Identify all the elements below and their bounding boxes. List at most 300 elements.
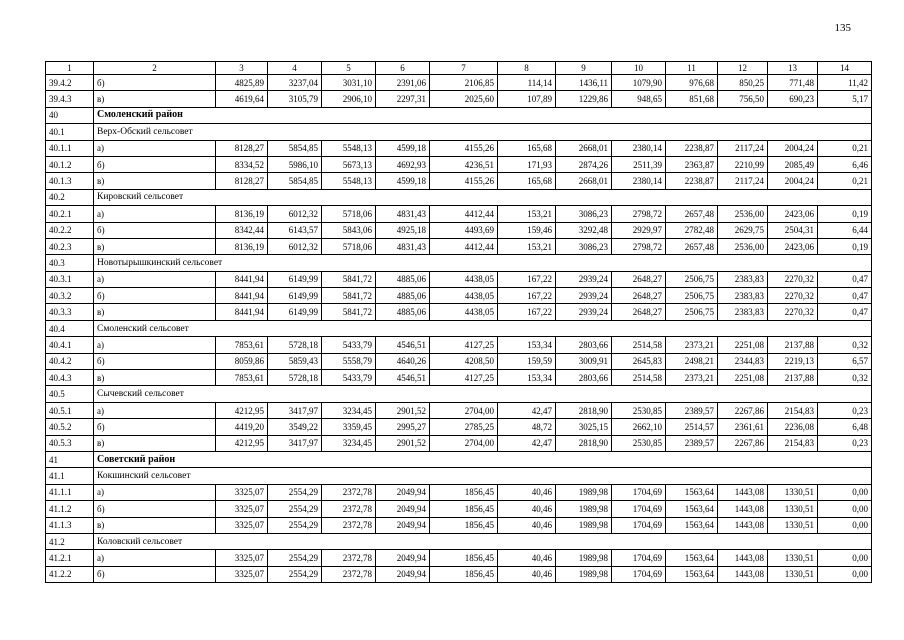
value-cell: 2049,94: [376, 566, 430, 582]
value-cell: 3031,10: [322, 75, 376, 91]
table-row: [46, 484, 872, 500]
value-cell: 171,93: [498, 156, 556, 172]
value-cell: 6,46: [818, 156, 872, 172]
value-cell: 2270,32: [768, 271, 818, 287]
value-cell: 1704,69: [612, 566, 666, 582]
value-cell: 0,21: [818, 140, 872, 156]
section-row: [46, 124, 872, 140]
table-row: [46, 222, 872, 238]
row-label: б): [94, 156, 216, 172]
value-cell: 3086,23: [556, 238, 612, 254]
row-index: 40: [46, 107, 94, 123]
row-label: а): [94, 402, 216, 418]
value-cell: 2383,83: [718, 271, 768, 287]
value-cell: 2270,32: [768, 304, 818, 320]
row-index: 40.5: [46, 386, 94, 402]
value-cell: 2803,66: [556, 337, 612, 353]
value-cell: 4127,25: [430, 337, 498, 353]
value-cell: 1563,64: [666, 566, 718, 582]
value-cell: 4412,44: [430, 206, 498, 222]
row-index: 41.2.1: [46, 550, 94, 566]
table-row: [46, 370, 872, 386]
value-cell: 2137,88: [768, 337, 818, 353]
table-row: [46, 435, 872, 451]
value-cell: 42,47: [498, 435, 556, 451]
table-row: [46, 566, 872, 582]
value-cell: 2530,85: [612, 435, 666, 451]
value-cell: 1330,51: [768, 566, 818, 582]
value-cell: 11,42: [818, 75, 872, 91]
value-cell: 5843,06: [322, 222, 376, 238]
value-cell: 1330,51: [768, 484, 818, 500]
value-cell: 153,34: [498, 337, 556, 353]
value-cell: 2782,48: [666, 222, 718, 238]
table-row: [46, 304, 872, 320]
value-cell: 4438,05: [430, 288, 498, 304]
row-index: 40.3.3: [46, 304, 94, 320]
value-cell: 1330,51: [768, 501, 818, 517]
value-cell: 2219,13: [768, 353, 818, 369]
value-cell: 3234,45: [322, 402, 376, 418]
value-cell: 3549,22: [268, 419, 322, 435]
value-cell: 4155,26: [430, 140, 498, 156]
table-row: [46, 353, 872, 369]
value-cell: 5841,72: [322, 271, 376, 287]
table-row: [46, 156, 872, 172]
column-header: 12: [718, 62, 768, 75]
value-cell: 4885,06: [376, 271, 430, 287]
value-cell: 2798,72: [612, 238, 666, 254]
row-index: 40.2.1: [46, 206, 94, 222]
section-row: [46, 320, 872, 336]
column-header: 10: [612, 62, 666, 75]
table-body: [46, 62, 872, 583]
value-cell: 4546,51: [376, 337, 430, 353]
value-cell: 167,22: [498, 271, 556, 287]
row-label: б): [94, 222, 216, 238]
value-cell: 1443,08: [718, 550, 768, 566]
row-index: 40.1.2: [46, 156, 94, 172]
value-cell: 159,46: [498, 222, 556, 238]
row-label: в): [94, 173, 216, 189]
value-cell: 0,47: [818, 304, 872, 320]
value-cell: 159,59: [498, 353, 556, 369]
section-row: [46, 386, 872, 402]
value-cell: 2383,83: [718, 288, 768, 304]
region-row: [46, 107, 872, 123]
value-cell: 1330,51: [768, 550, 818, 566]
value-cell: 2154,83: [768, 435, 818, 451]
value-cell: 8136,19: [216, 206, 268, 222]
table-row: [46, 402, 872, 418]
value-cell: 5718,06: [322, 238, 376, 254]
value-cell: 4236,51: [430, 156, 498, 172]
value-cell: 2514,57: [666, 419, 718, 435]
column-header: 14: [818, 62, 872, 75]
value-cell: 2704,00: [430, 435, 498, 451]
value-cell: 3325,07: [216, 517, 268, 533]
value-cell: 5986,10: [268, 156, 322, 172]
value-cell: 2251,08: [718, 370, 768, 386]
value-cell: 6012,32: [268, 206, 322, 222]
value-cell: 2901,52: [376, 435, 430, 451]
value-cell: 2995,27: [376, 419, 430, 435]
table-row: [46, 206, 872, 222]
section-row: [46, 468, 872, 484]
value-cell: 2372,78: [322, 517, 376, 533]
value-cell: 4692,93: [376, 156, 430, 172]
value-cell: 1704,69: [612, 517, 666, 533]
row-index: 41.2.2: [46, 566, 94, 582]
region-row: [46, 451, 872, 467]
value-cell: 1563,64: [666, 501, 718, 517]
value-cell: 4831,43: [376, 238, 430, 254]
value-cell: 3325,07: [216, 550, 268, 566]
value-cell: 1079,90: [612, 75, 666, 91]
value-cell: 8136,19: [216, 238, 268, 254]
value-cell: 40,46: [498, 484, 556, 500]
value-cell: 2906,10: [322, 91, 376, 107]
value-cell: 2785,25: [430, 419, 498, 435]
value-cell: 1989,98: [556, 501, 612, 517]
value-cell: 4599,18: [376, 173, 430, 189]
value-cell: 2506,75: [666, 271, 718, 287]
value-cell: 3086,23: [556, 206, 612, 222]
value-cell: 2536,00: [718, 238, 768, 254]
value-cell: 5433,79: [322, 337, 376, 353]
value-cell: 5718,06: [322, 206, 376, 222]
value-cell: 4412,44: [430, 238, 498, 254]
value-cell: 2049,94: [376, 501, 430, 517]
value-cell: 1989,98: [556, 550, 612, 566]
value-cell: 4493,69: [430, 222, 498, 238]
table-row: [46, 337, 872, 353]
column-header: 4: [268, 62, 322, 75]
value-cell: 2238,87: [666, 140, 718, 156]
value-cell: 851,68: [666, 91, 718, 107]
value-cell: 2554,29: [268, 501, 322, 517]
value-cell: 4546,51: [376, 370, 430, 386]
row-index: 40.1: [46, 124, 94, 140]
value-cell: 1443,08: [718, 566, 768, 582]
row-label: а): [94, 140, 216, 156]
table-row: [46, 140, 872, 156]
row-index: 39.4.2: [46, 75, 94, 91]
section-row: [46, 189, 872, 205]
value-cell: 3105,79: [268, 91, 322, 107]
value-cell: 2874,26: [556, 156, 612, 172]
value-cell: 2536,00: [718, 206, 768, 222]
value-cell: 2383,83: [718, 304, 768, 320]
value-cell: 0,00: [818, 566, 872, 582]
value-cell: 8128,27: [216, 140, 268, 156]
value-cell: 2154,83: [768, 402, 818, 418]
value-cell: 4208,50: [430, 353, 498, 369]
value-cell: 0,23: [818, 402, 872, 418]
row-label: б): [94, 288, 216, 304]
value-cell: 3417,97: [268, 435, 322, 451]
row-index: 40.4: [46, 320, 94, 336]
value-cell: 4619,64: [216, 91, 268, 107]
value-cell: 6149,99: [268, 288, 322, 304]
value-cell: 107,89: [498, 91, 556, 107]
table-row: [46, 75, 872, 91]
value-cell: 8441,94: [216, 271, 268, 287]
value-cell: 2648,27: [612, 304, 666, 320]
value-cell: 6012,32: [268, 238, 322, 254]
value-cell: 2554,29: [268, 517, 322, 533]
value-cell: 6,48: [818, 419, 872, 435]
value-cell: 153,21: [498, 206, 556, 222]
column-header: 13: [768, 62, 818, 75]
value-cell: 8441,94: [216, 304, 268, 320]
section-row: [46, 255, 872, 271]
value-cell: 5728,18: [268, 337, 322, 353]
value-cell: 756,50: [718, 91, 768, 107]
value-cell: 2554,29: [268, 566, 322, 582]
value-cell: 8334,52: [216, 156, 268, 172]
value-cell: 3025,15: [556, 419, 612, 435]
value-cell: 3292,48: [556, 222, 612, 238]
value-cell: 2344,83: [718, 353, 768, 369]
value-cell: 3234,45: [322, 435, 376, 451]
header-row: [46, 62, 872, 75]
value-cell: 0,19: [818, 206, 872, 222]
value-cell: 40,46: [498, 501, 556, 517]
value-cell: 2270,32: [768, 288, 818, 304]
value-cell: 1704,69: [612, 550, 666, 566]
value-cell: 690,23: [768, 91, 818, 107]
row-label: в): [94, 238, 216, 254]
value-cell: 2391,06: [376, 75, 430, 91]
value-cell: 5854,85: [268, 140, 322, 156]
value-cell: 2117,24: [718, 140, 768, 156]
value-cell: 2372,78: [322, 566, 376, 582]
value-cell: 1563,64: [666, 550, 718, 566]
row-index: 40.4.2: [46, 353, 94, 369]
value-cell: 2025,60: [430, 91, 498, 107]
value-cell: 2554,29: [268, 550, 322, 566]
value-cell: 153,34: [498, 370, 556, 386]
row-label: б): [94, 566, 216, 582]
value-cell: 165,68: [498, 140, 556, 156]
value-cell: 1989,98: [556, 484, 612, 500]
value-cell: 2004,24: [768, 140, 818, 156]
value-cell: 40,46: [498, 550, 556, 566]
value-cell: 2373,21: [666, 370, 718, 386]
row-index: 41.1.3: [46, 517, 94, 533]
value-cell: 3325,07: [216, 501, 268, 517]
value-cell: 4212,95: [216, 402, 268, 418]
value-cell: 2423,06: [768, 238, 818, 254]
value-cell: 2668,01: [556, 173, 612, 189]
value-cell: 2506,75: [666, 304, 718, 320]
value-cell: 2798,72: [612, 206, 666, 222]
value-cell: 2657,48: [666, 206, 718, 222]
value-cell: 8128,27: [216, 173, 268, 189]
row-index: 40.4.1: [46, 337, 94, 353]
value-cell: 1989,98: [556, 517, 612, 533]
value-cell: 1436,11: [556, 75, 612, 91]
value-cell: 5,17: [818, 91, 872, 107]
value-cell: 4155,26: [430, 173, 498, 189]
value-cell: 7853,61: [216, 370, 268, 386]
value-cell: 0,00: [818, 484, 872, 500]
value-cell: 1229,86: [556, 91, 612, 107]
value-cell: 4640,26: [376, 353, 430, 369]
value-cell: 2210,99: [718, 156, 768, 172]
value-cell: 0,47: [818, 271, 872, 287]
column-header: 1: [46, 62, 94, 75]
value-cell: 0,32: [818, 370, 872, 386]
row-index: 40.5.2: [46, 419, 94, 435]
value-cell: 4925,18: [376, 222, 430, 238]
row-index: 40.1.1: [46, 140, 94, 156]
value-cell: 1563,64: [666, 484, 718, 500]
value-cell: 8342,44: [216, 222, 268, 238]
row-index: 40.2.3: [46, 238, 94, 254]
table-row: [46, 288, 872, 304]
value-cell: 2004,24: [768, 173, 818, 189]
column-header: 8: [498, 62, 556, 75]
value-cell: 1856,45: [430, 501, 498, 517]
column-header: 9: [556, 62, 612, 75]
row-label: а): [94, 206, 216, 222]
value-cell: 2657,48: [666, 238, 718, 254]
value-cell: 2085,49: [768, 156, 818, 172]
value-cell: 771,48: [768, 75, 818, 91]
value-cell: 0,32: [818, 337, 872, 353]
section-title: Смоленский сельсовет: [94, 320, 872, 336]
data-table: [45, 61, 872, 583]
section-title: Коловский сельсовет: [94, 533, 872, 549]
value-cell: 3237,04: [268, 75, 322, 91]
value-cell: 2704,00: [430, 402, 498, 418]
value-cell: 2645,83: [612, 353, 666, 369]
row-label: б): [94, 353, 216, 369]
region-title: Советский район: [94, 451, 872, 467]
value-cell: 2236,08: [768, 419, 818, 435]
row-index: 40.3.2: [46, 288, 94, 304]
value-cell: 1563,64: [666, 517, 718, 533]
value-cell: 2818,90: [556, 435, 612, 451]
value-cell: 48,72: [498, 419, 556, 435]
table-row: [46, 91, 872, 107]
value-cell: 0,00: [818, 501, 872, 517]
column-header: 5: [322, 62, 376, 75]
value-cell: 1443,08: [718, 484, 768, 500]
value-cell: 2648,27: [612, 288, 666, 304]
value-cell: 153,21: [498, 238, 556, 254]
value-cell: 2504,31: [768, 222, 818, 238]
value-cell: 1856,45: [430, 566, 498, 582]
value-cell: 2361,61: [718, 419, 768, 435]
value-cell: 2668,01: [556, 140, 612, 156]
table-row: [46, 419, 872, 435]
value-cell: 3359,45: [322, 419, 376, 435]
row-index: 41.1.1: [46, 484, 94, 500]
row-index: 41.1: [46, 468, 94, 484]
column-header: 6: [376, 62, 430, 75]
value-cell: 2554,29: [268, 484, 322, 500]
value-cell: 2372,78: [322, 550, 376, 566]
value-cell: 8441,94: [216, 288, 268, 304]
value-cell: 2939,24: [556, 304, 612, 320]
page-number: 135: [834, 22, 851, 34]
row-label: б): [94, 501, 216, 517]
value-cell: 114,14: [498, 75, 556, 91]
value-cell: 3009,91: [556, 353, 612, 369]
column-header: 7: [430, 62, 498, 75]
row-index: 40.1.3: [46, 173, 94, 189]
value-cell: 4438,05: [430, 271, 498, 287]
section-title: Верх-Обский сельсовет: [94, 124, 872, 140]
row-label: б): [94, 419, 216, 435]
row-index: 40.5.1: [46, 402, 94, 418]
value-cell: 1704,69: [612, 484, 666, 500]
value-cell: 5548,13: [322, 140, 376, 156]
value-cell: 2049,94: [376, 484, 430, 500]
row-index: 40.4.3: [46, 370, 94, 386]
value-cell: 0,21: [818, 173, 872, 189]
value-cell: 2939,24: [556, 271, 612, 287]
value-cell: 2506,75: [666, 288, 718, 304]
value-cell: 2049,94: [376, 550, 430, 566]
row-label: а): [94, 484, 216, 500]
row-index: 41: [46, 451, 94, 467]
value-cell: 5859,43: [268, 353, 322, 369]
row-label: в): [94, 517, 216, 533]
value-cell: 2514,58: [612, 337, 666, 353]
value-cell: 8059,86: [216, 353, 268, 369]
value-cell: 42,47: [498, 402, 556, 418]
column-header: 3: [216, 62, 268, 75]
value-cell: 2662,10: [612, 419, 666, 435]
value-cell: 2380,14: [612, 173, 666, 189]
table-row: [46, 238, 872, 254]
row-label: в): [94, 435, 216, 451]
value-cell: 165,68: [498, 173, 556, 189]
value-cell: 2267,86: [718, 435, 768, 451]
row-index: 41.1.2: [46, 501, 94, 517]
value-cell: 4127,25: [430, 370, 498, 386]
value-cell: 1856,45: [430, 484, 498, 500]
row-index: 40.3: [46, 255, 94, 271]
value-cell: 0,47: [818, 288, 872, 304]
value-cell: 4438,05: [430, 304, 498, 320]
row-label: в): [94, 304, 216, 320]
table-row: [46, 501, 872, 517]
value-cell: 1704,69: [612, 501, 666, 517]
value-cell: 2373,21: [666, 337, 718, 353]
value-cell: 3417,97: [268, 402, 322, 418]
value-cell: 40,46: [498, 566, 556, 582]
value-cell: 2363,87: [666, 156, 718, 172]
value-cell: 6149,99: [268, 271, 322, 287]
value-cell: 7853,61: [216, 337, 268, 353]
value-cell: 976,68: [666, 75, 718, 91]
value-cell: 4419,20: [216, 419, 268, 435]
value-cell: 2389,57: [666, 435, 718, 451]
value-cell: 6143,57: [268, 222, 322, 238]
value-cell: 1856,45: [430, 550, 498, 566]
row-label: а): [94, 337, 216, 353]
value-cell: 2297,31: [376, 91, 430, 107]
value-cell: 2117,24: [718, 173, 768, 189]
value-cell: 0,23: [818, 435, 872, 451]
value-cell: 0,00: [818, 550, 872, 566]
value-cell: 2389,57: [666, 402, 718, 418]
